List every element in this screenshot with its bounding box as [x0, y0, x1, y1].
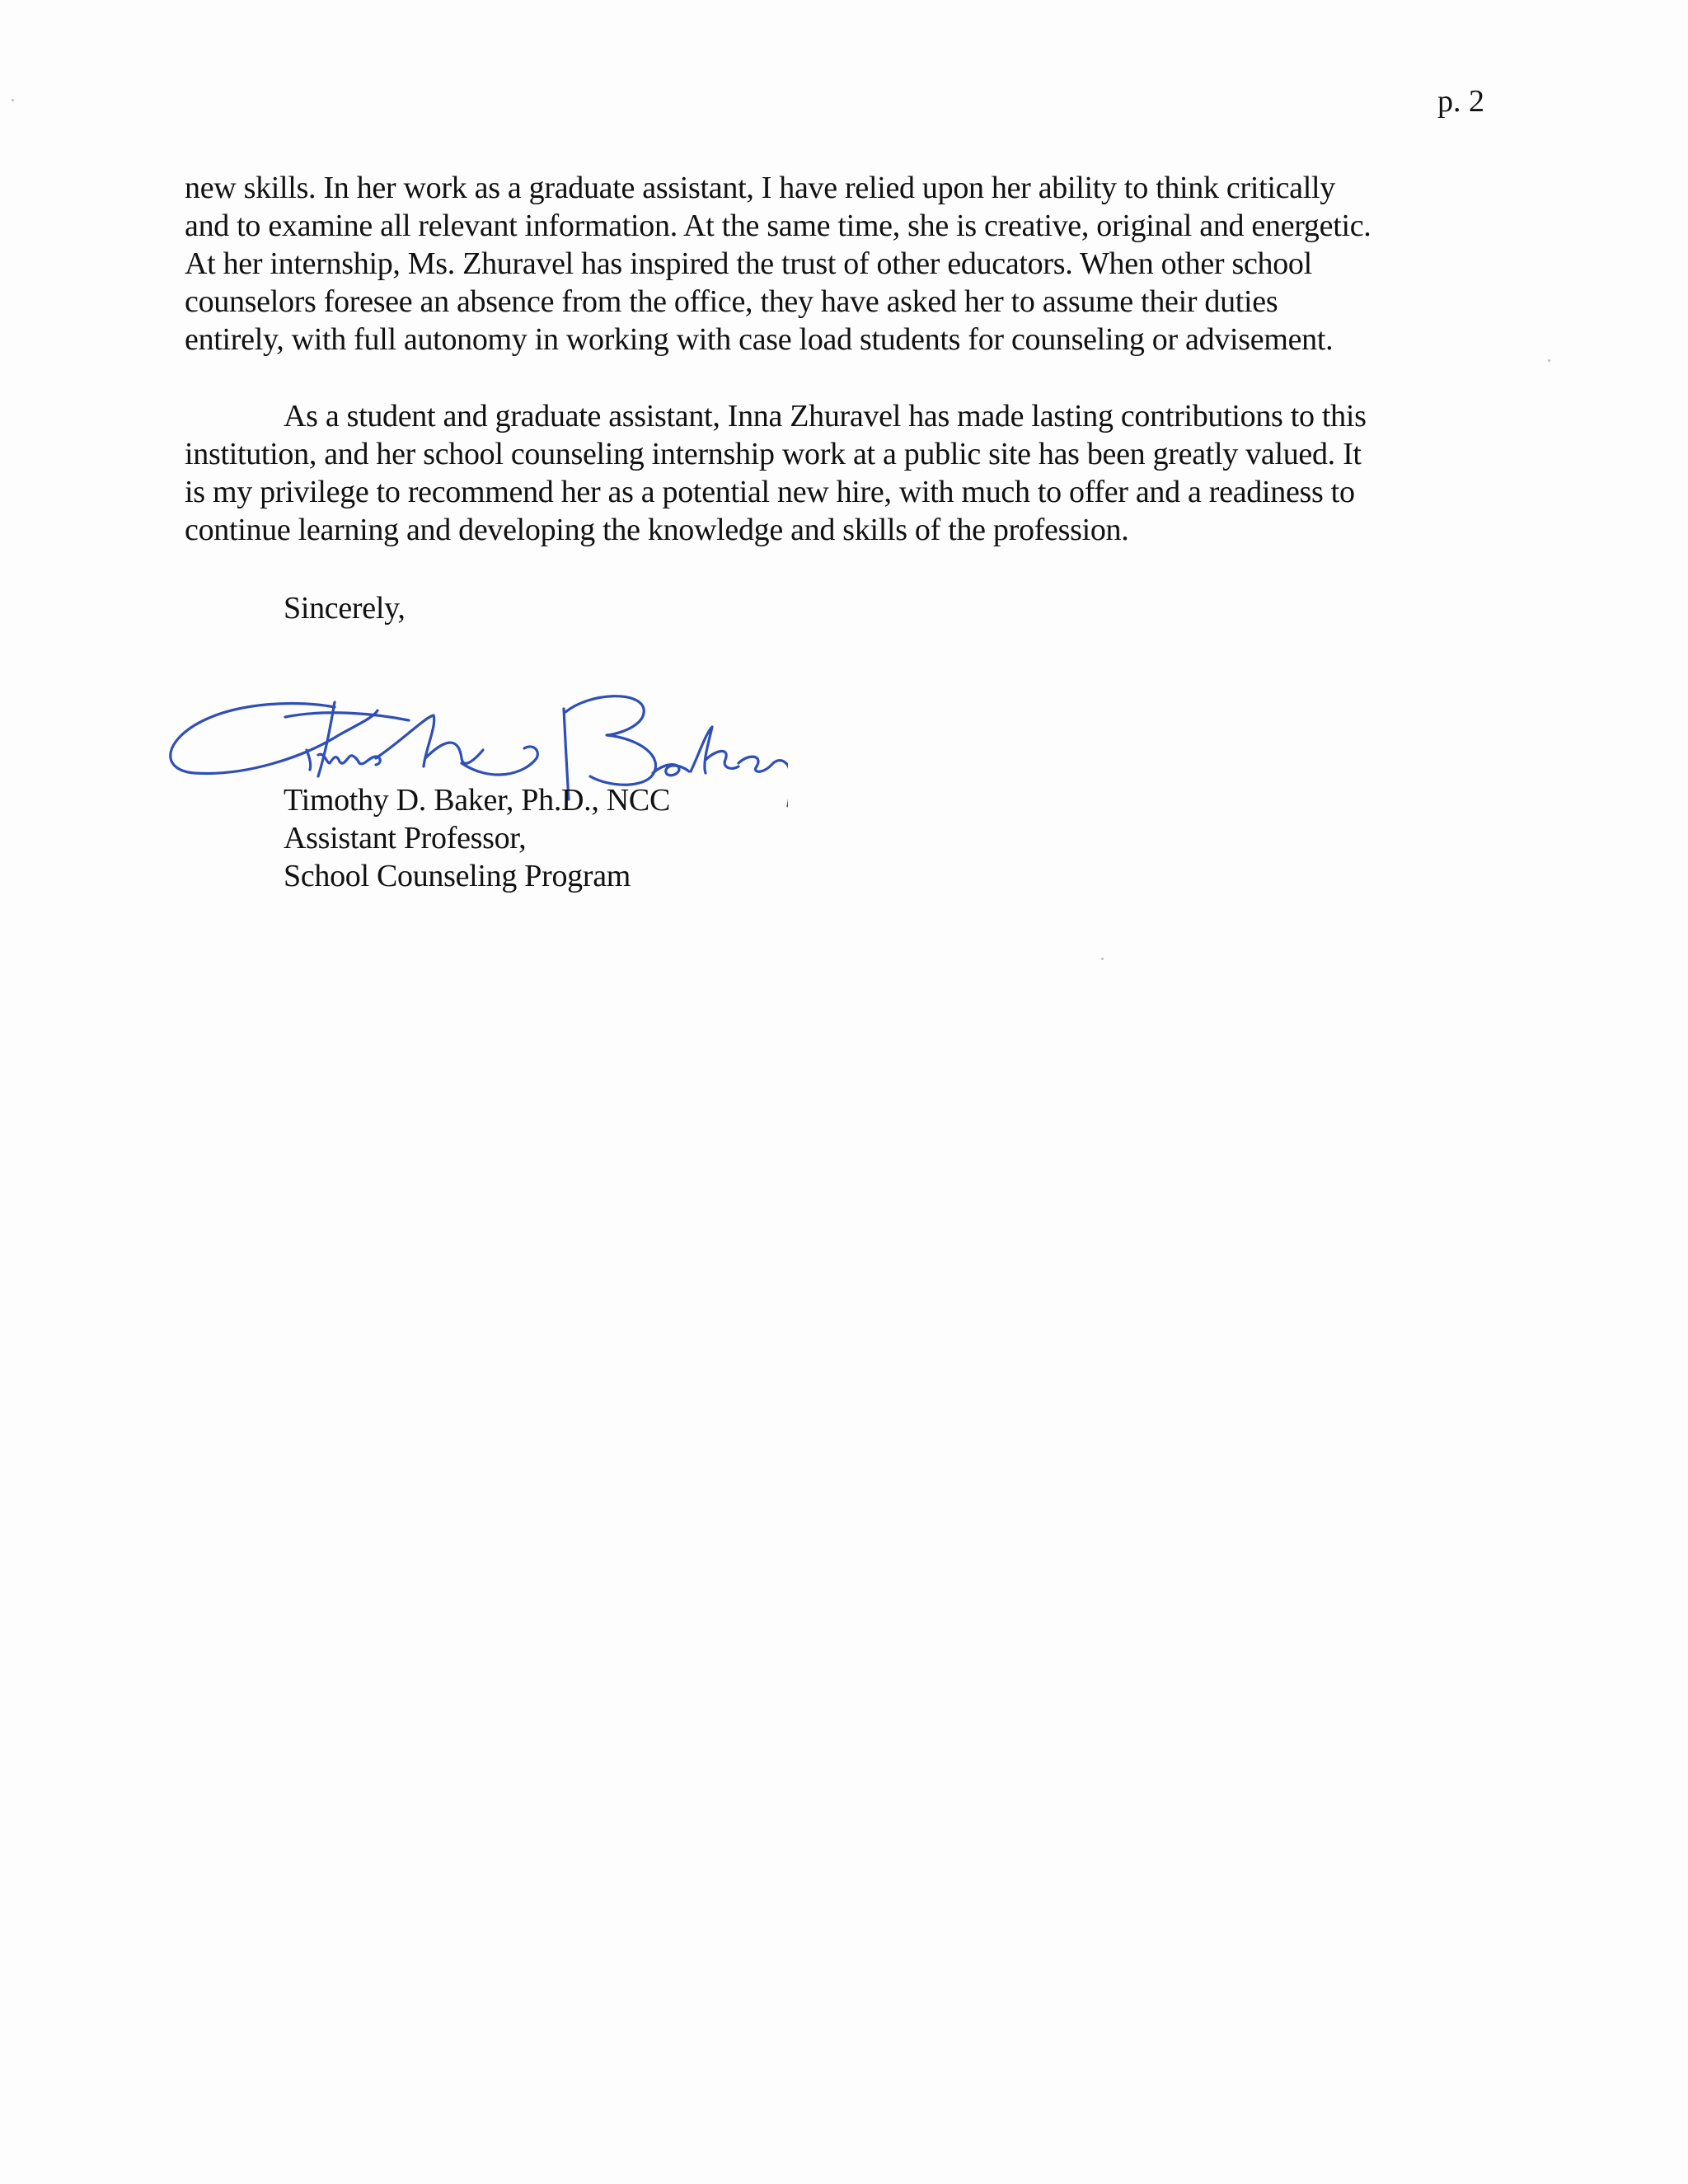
- signer-title: Assistant Professor,: [284, 821, 527, 855]
- paragraph-line: is my privilege to recommend her as a potential new hire, with much to offer and a readiness to: [185, 475, 1355, 509]
- page-number: p. 2: [1437, 84, 1484, 119]
- paragraph-line: At her internship, Ms. Zhuravel has inspired the trust of other educators. When other school: [185, 246, 1312, 281]
- signer-program: School Counseling Program: [284, 859, 631, 893]
- scan-speck: [1548, 359, 1550, 362]
- paragraph-line: and to examine all relevant information. At the same time, she is creative, original and energetic.: [185, 209, 1372, 243]
- paragraph-line: continue learning and developing the knowledge and skills of the profession.: [185, 513, 1129, 547]
- paragraph-line: As a student and graduate assistant, Inna Zhuravel has made lasting contributions to this: [284, 399, 1367, 434]
- paragraph-line: counselors foresee an absence from the office, they have asked her to assume their duties: [185, 284, 1278, 319]
- signer-name: Timothy D. Baker, Ph.D., NCC: [284, 783, 671, 818]
- paragraph-line: entirely, with full autonomy in working with case load students for counseling or advisement.: [185, 322, 1334, 357]
- paragraph-line: institution, and her school counseling internship work at a public site has been greatly valued. It: [185, 437, 1362, 471]
- scan-speck: [12, 99, 14, 101]
- scan-speck: [1101, 958, 1104, 960]
- closing: Sincerely,: [284, 591, 406, 626]
- paragraph-line: new skills. In her work as a graduate assistant, I have relied upon her ability to think critically: [185, 171, 1335, 205]
